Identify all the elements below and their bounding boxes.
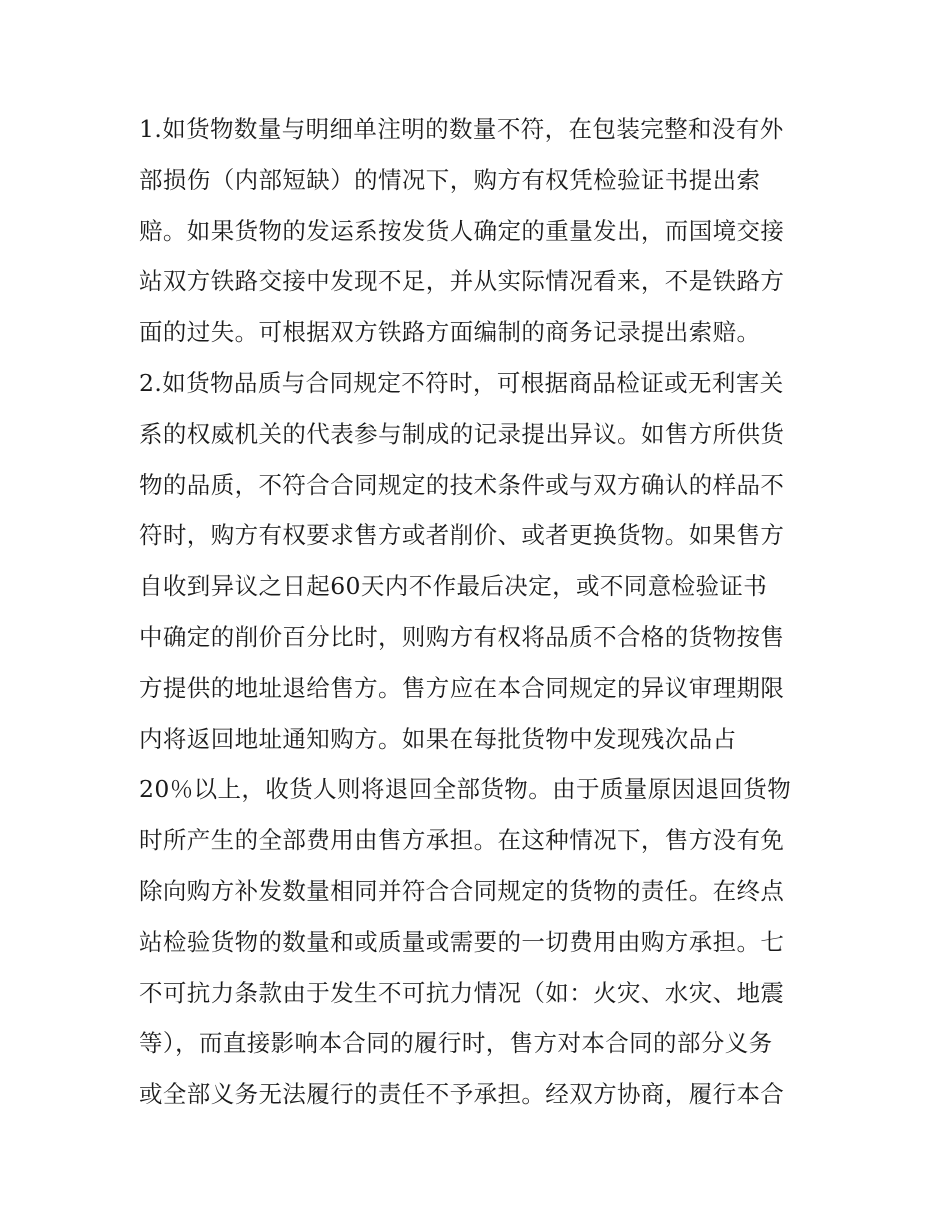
text-line: 自收到异议之日起60天内不作最后决定，或不同意检验证书 [139,572,768,601]
text-line: 20％以上，收货人则将退回全部货物。由于质量原因退回货物 [139,775,792,804]
text-line: 站检验货物的数量和或质量或需要的一切费用由购方承担。七 [139,927,785,956]
text-line: 时所产生的全部费用由售方承担。在这种情况下，售方没有免 [139,826,785,855]
text-line: 内将返回地址通知购方。如果在每批货物中发现残次品占 [139,724,737,753]
text-line: 中确定的削价百分比时，则购方有权将品质不合格的货物按售 [139,622,785,651]
text-line: 系的权威机关的代表参与制成的记录提出异议。如售方所供货 [139,419,785,448]
text-line: 方提供的地址退给售方。售方应在本合同规定的异议审理期限 [139,673,785,702]
text-line: 或全部义务无法履行的责任不予承担。经双方协商，履行本合 [139,1080,785,1109]
text-line: 2.如货物品质与合同规定不符时，可根据商品检证或无利害关 [139,368,784,397]
text-line: 符时，购方有权要求售方或者削价、或者更换货物。如果售方 [139,521,785,550]
text-line: 等），而直接影响本合同的履行时，售方对本合同的部分义务 [139,1029,773,1058]
text-line: 站双方铁路交接中发现不足，并从实际情况看来，不是铁路方 [139,267,785,296]
text-line: 除向购方补发数量相同并符合合同规定的货物的责任。在终点 [139,876,785,905]
text-line: 赔。如果货物的发运系按发货人确定的重量发出，而国境交接 [139,216,785,245]
text-line: 不可抗力条款由于发生不可抗力情况（如：火灾、水灾、地震 [139,978,785,1007]
text-line: 部损伤（内部短缺）的情况下，购方有权凭检验证书提出索 [139,165,761,194]
text-line: 物的品质，不符合合同规定的技术条件或与双方确认的样品不 [139,470,785,499]
text-line: 1.如货物数量与明细单注明的数量不符，在包装完整和没有外 [139,115,784,143]
body-text [139,104,829,1120]
text-line: 面的过失。可根据双方铁路方面编制的商务记录提出索赔。 [139,318,761,347]
